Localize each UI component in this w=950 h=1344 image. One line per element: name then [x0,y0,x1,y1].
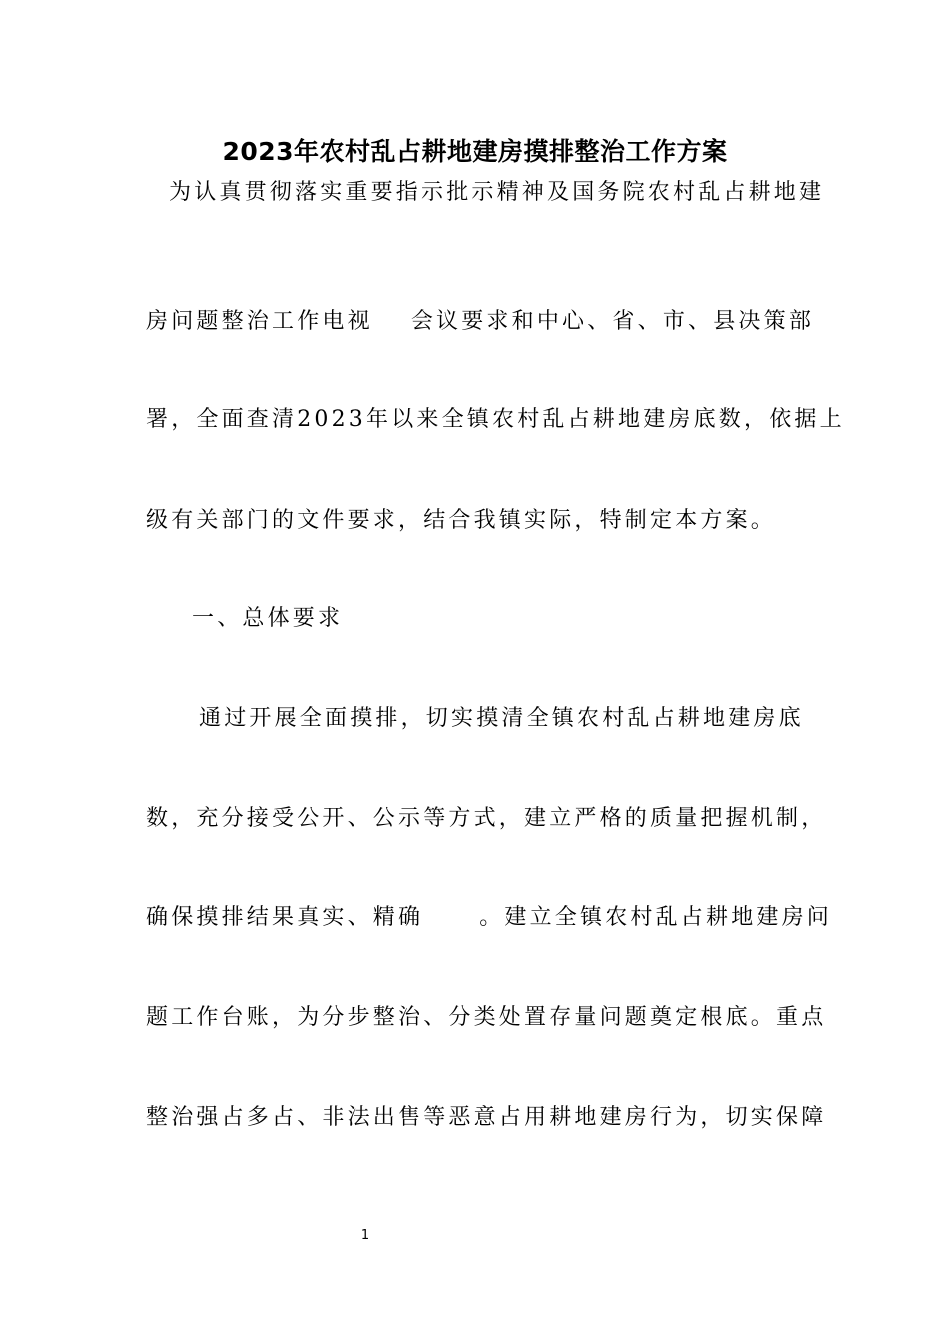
paragraph-line [146,803,827,835]
text-segment: 一、总体要求 [192,606,344,631]
text-segment: 题工作台账，为分步整治、分类处置存量问题奠定根底。重点 [146,1005,827,1030]
text-segment: 署，全面查清2023年以来全镇农村乱占耕地建房底数，依据上 [146,407,845,432]
paragraph-line [146,404,845,436]
section-heading [192,603,852,635]
page-number: 1 [360,1228,370,1243]
text-segment: 会议要求和中心、省、市、县决策部 [410,309,815,334]
document-title: 2023年农村乱占耕地建房摸排整治工作方案 [222,137,728,166]
text-segment: 房问题整治工作电视 [146,309,373,334]
paragraph-line [146,505,806,537]
text-segment: 整治强占多占、非法出售等恶意占用耕地建房行为，切实保障 [146,1105,827,1130]
paragraph-line [169,177,829,209]
paragraph-line [146,902,833,934]
text-segment: 数，充分接受公开、公示等方式，建立严格的质量把握机制， [146,806,827,831]
paragraph-line [146,306,815,338]
paragraph-line [146,1002,827,1034]
paragraph-line [146,1102,827,1134]
paragraph-line [199,703,859,735]
text-segment: 级有关部门的文件要求，结合我镇实际，特制定本方案。 [146,508,777,533]
text-segment: 通过开展全面摸排，切实摸清全镇农村乱占耕地建房底 [199,706,804,731]
text-segment: 。建立全镇农村乱占耕地建房问 [479,905,833,930]
text-segment: 确保摸排结果真实、精确 [146,905,424,930]
text-segment: 为认真贯彻落实重要指示批示精神及国务院农村乱占耕地建 [169,180,825,205]
